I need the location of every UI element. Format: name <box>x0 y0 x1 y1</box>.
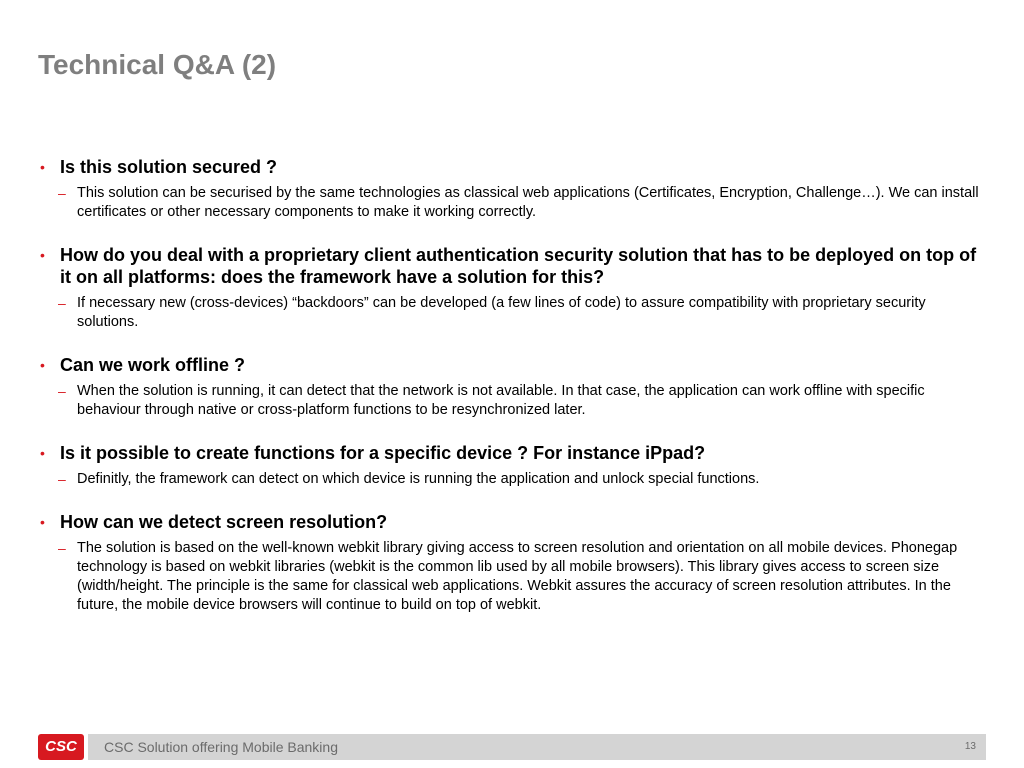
answer-row <box>38 294 990 332</box>
answer-text: When the solution is running, it can detect that the network is not available. In that case, the application can work offline with specific behaviour through native or cross-platform functions to be resynchronized later. <box>77 383 925 418</box>
page-number: 13 <box>964 741 976 752</box>
question-text: Is it possible to create functions for a specific device ? For instance iPpad? <box>60 443 706 463</box>
bullet-icon: • <box>40 159 45 175</box>
dash-icon: – <box>58 185 66 201</box>
footer-bar <box>88 734 986 760</box>
question-text: How can we detect screen resolution? <box>60 512 388 532</box>
dash-icon: – <box>58 383 66 399</box>
bullet-icon: • <box>40 445 45 461</box>
question-text: Is this solution secured ? <box>60 157 278 177</box>
question-text: How do you deal with a proprietary client authentication security solution that has to be deployed on top of it on all platforms: does the framework have a solution for this? <box>60 245 977 287</box>
qa-item <box>38 156 990 222</box>
qa-item <box>38 354 990 420</box>
answer-row <box>38 470 990 489</box>
qa-list <box>38 156 990 637</box>
dash-icon: – <box>58 295 66 311</box>
qa-item <box>38 511 990 615</box>
qa-item <box>38 244 990 332</box>
dash-icon: – <box>58 471 66 487</box>
bullet-icon: • <box>40 357 45 373</box>
footer-text: CSC Solution offering Mobile Banking <box>104 739 338 755</box>
bullet-icon: • <box>40 247 45 263</box>
question-row <box>38 511 990 533</box>
qa-item <box>38 442 990 489</box>
answer-row <box>38 184 990 222</box>
dash-icon: – <box>58 540 66 556</box>
answer-text: If necessary new (cross-devices) “backdoors” can be developed (a few lines of code) to assure compatibility with proprietary security solutions. <box>77 295 926 330</box>
answer-row <box>38 382 990 420</box>
answer-text: Definitly, the framework can detect on which device is running the application and unlock special functions. <box>77 471 760 487</box>
question-text: Can we work offline ? <box>60 355 246 375</box>
answer-text: This solution can be securised by the same technologies as classical web applications (Certificates, Encryption, Challenge…). We can install certificates or other necessary components to make it working correctly. <box>77 185 979 220</box>
csc-logo: CSC <box>38 734 84 760</box>
question-row <box>38 442 990 464</box>
slide-title: Technical Q&A (2) <box>38 49 277 80</box>
question-row <box>38 156 990 178</box>
answer-text: The solution is based on the well-known webkit library giving access to screen resolution and orientation on all mobile devices. Phonegap technology is based on webkit libraries (webkit is the common lib used by all mobile browsers). This library gives access to screen size (width/height. The principle is the same for classical web applications. Webkit assures the accuracy of screen resolution attributes. In the future, the mobile device browsers will continue to build on top of webkit. <box>77 540 958 613</box>
bullet-icon: • <box>40 514 45 530</box>
question-row <box>38 354 990 376</box>
question-row <box>38 244 990 288</box>
answer-row <box>38 539 990 615</box>
